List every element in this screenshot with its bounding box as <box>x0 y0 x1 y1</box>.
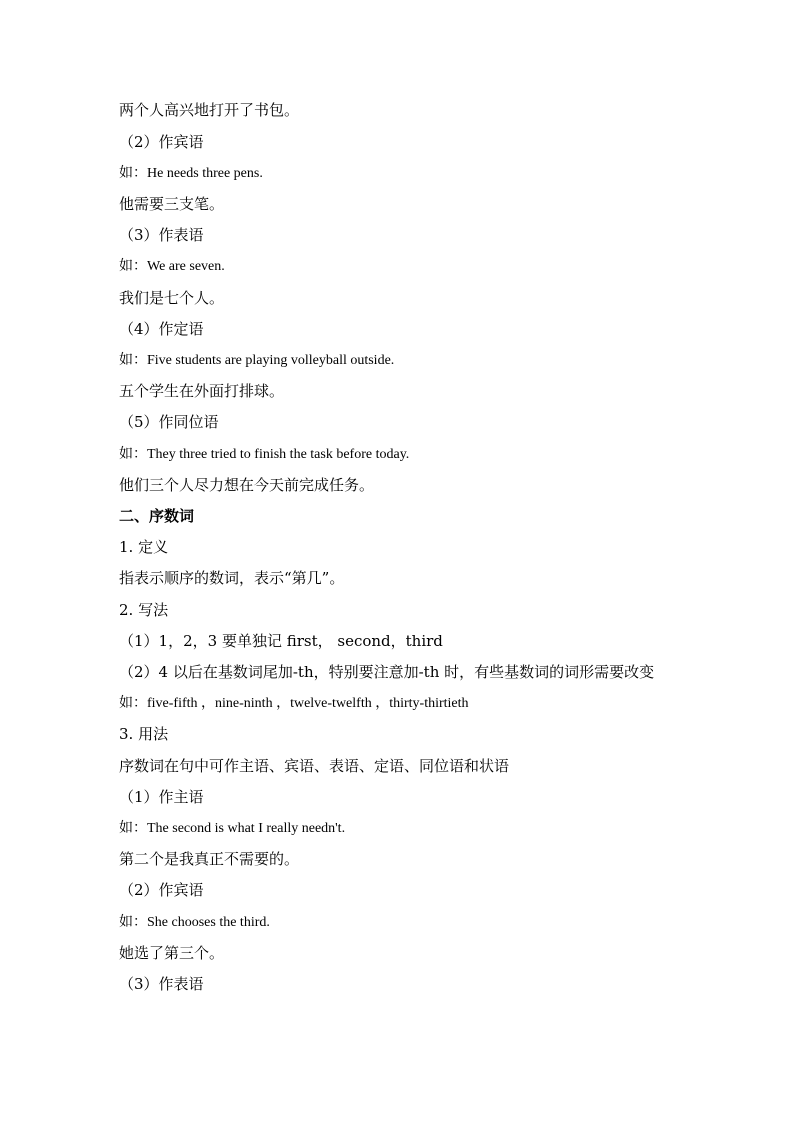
subsection-heading-subject: （1）作主语 <box>119 788 204 806</box>
subsection-heading-predicative: （3）作表语 <box>119 226 204 244</box>
example-list: 如：five-fifth ，nine-ninth ，twelve-twelfth ，thirty-thirtieth <box>119 696 469 711</box>
example-sentence: 如：He needs three pens. <box>119 166 263 181</box>
sentence-translation: 他们三个人尽力想在今天前完成任务。 <box>119 476 375 494</box>
section-heading-ordinal-numbers: 二、序数词 <box>119 507 195 525</box>
subsection-heading-attributive: （4）作定语 <box>119 320 204 338</box>
example-sentence: 如：She chooses the third. <box>119 915 270 930</box>
rule-item: （2）4 以后在基数词尾加-th，特别要注意加-th 时，有些基数词的词形需要改变 <box>119 663 655 681</box>
example-sentence: 如：We are seven. <box>119 259 225 274</box>
subsection-heading-appositive: （5）作同位语 <box>119 413 219 431</box>
definition-text: 指表示顺序的数词，表示“第几”。 <box>119 569 345 587</box>
subsection-heading-usage: 3. 用法 <box>119 725 169 743</box>
rule-item: （1）1，2，3 要单独记 first， second，third <box>119 632 443 650</box>
sentence-translation: 她选了第三个。 <box>119 944 225 962</box>
subsection-heading-writing: 2. 写法 <box>119 601 169 619</box>
example-sentence: 如：Five students are playing volleyball outside. <box>119 353 395 368</box>
sentence-translation: 第二个是我真正不需要的。 <box>119 850 300 868</box>
subsection-heading-definition: 1. 定义 <box>119 538 169 556</box>
sentence-translation: 两个人高兴地打开了书包。 <box>119 101 300 119</box>
subsection-heading-object: （2）作宾语 <box>119 133 204 151</box>
sentence-translation: 他需要三支笔。 <box>119 195 225 213</box>
subsection-heading-object: （2）作宾语 <box>119 881 204 899</box>
sentence-translation: 我们是七个人。 <box>119 289 225 307</box>
example-sentence: 如：They three tried to finish the task before today. <box>119 447 410 462</box>
usage-text: 序数词在句中可作主语、宾语、表语、定语、同位语和状语 <box>119 757 510 775</box>
example-sentence: 如：The second is what I really needn't. <box>119 821 346 836</box>
subsection-heading-predicative: （3）作表语 <box>119 975 204 993</box>
sentence-translation: 五个学生在外面打排球。 <box>119 382 285 400</box>
